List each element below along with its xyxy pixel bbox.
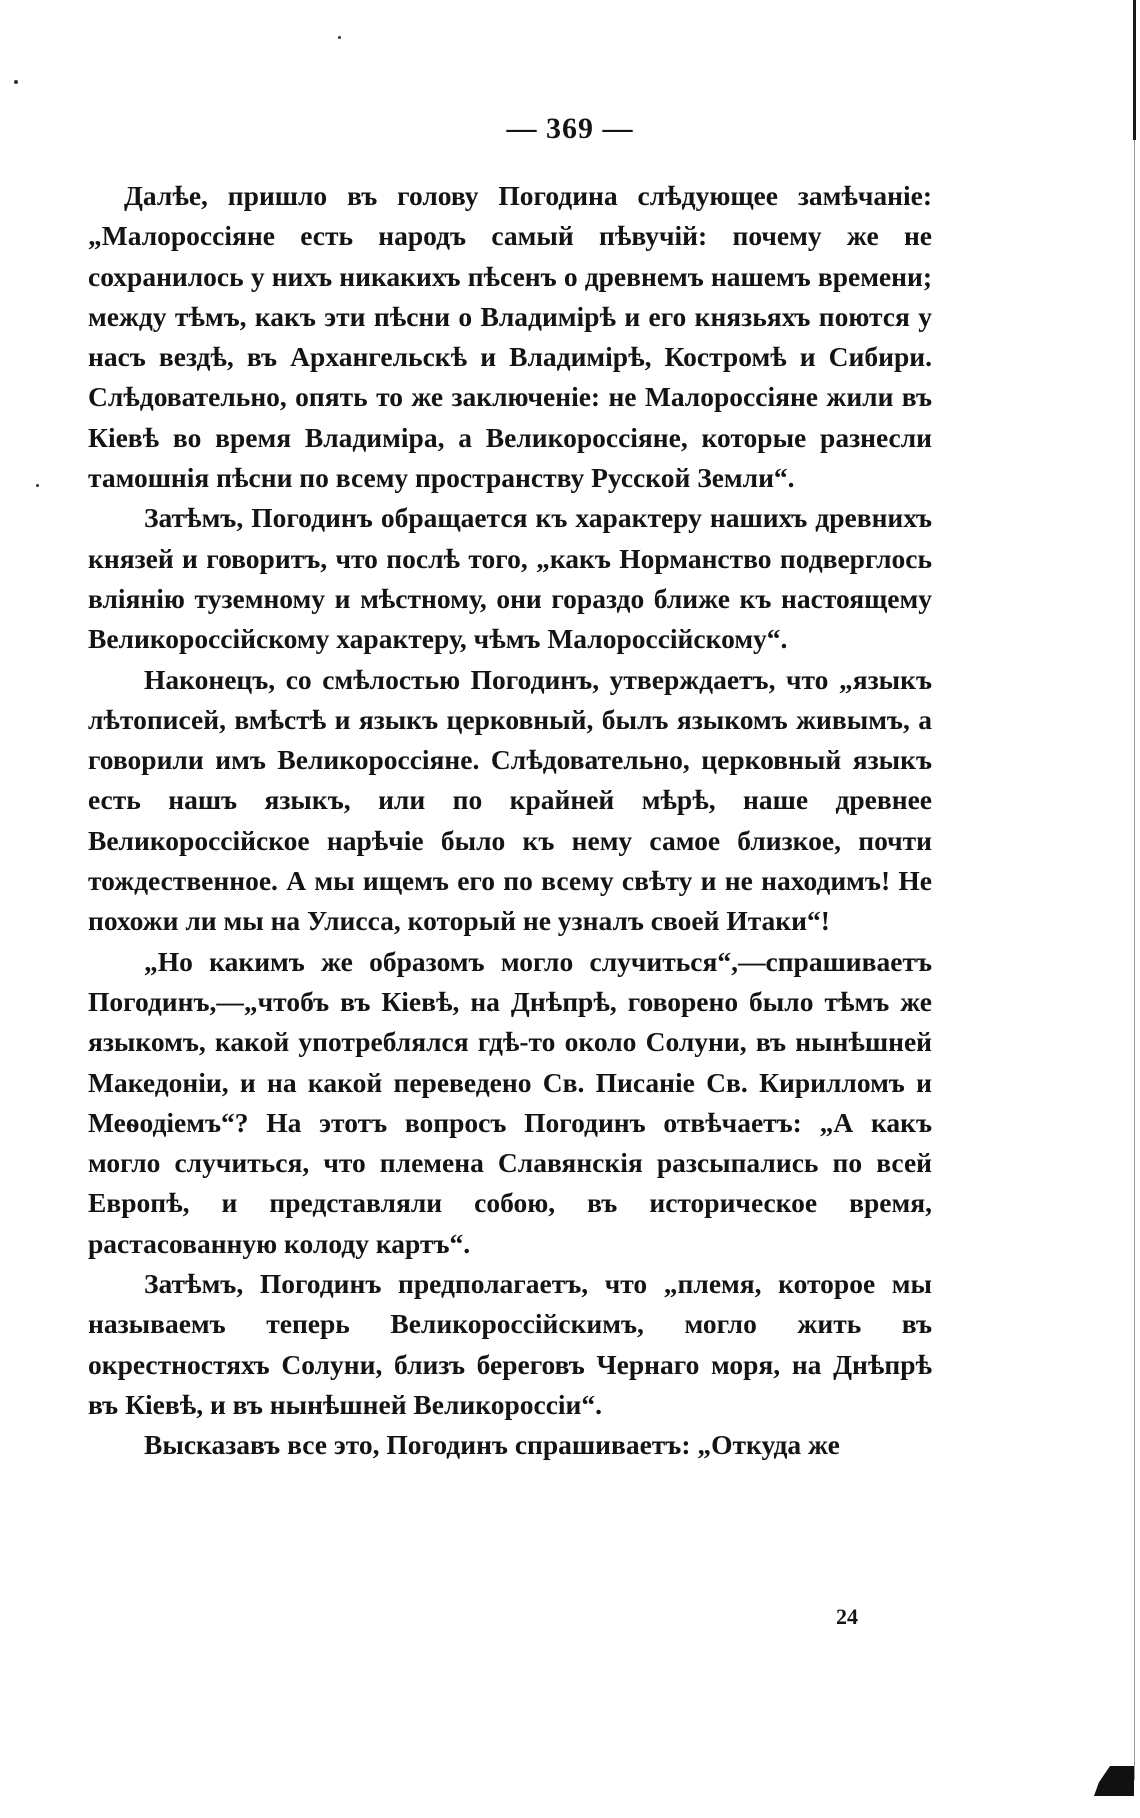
body-text [88, 176, 932, 1466]
signature-mark: 24 [836, 1604, 858, 1629]
scan-edge-line-thin [1134, 140, 1135, 1780]
paragraph: „Но какимъ же образомъ могло случиться“,—спрашиваетъ Погодинъ,—„чтобъ въ Кіевѣ, на Днѣпрѣ, говорено было тѣмъ же языкомъ, какой употреблялся гдѣ-то около Солуни, въ нынѣшней Македоніи, и на какой переведено Св. Писаніе Св. Кирилломъ и Меѳодіемъ“? На этотъ вопросъ Погодинъ отвѣчаетъ: „А какъ могло случиться, что племена Славянскія разсыпались по всей Европѣ, и представляли собою, въ историческое время, растасованную колоду картъ“. [88, 945, 932, 1259]
paragraph: Затѣмъ, Погодинъ предполагаетъ, что „племя, которое мы называемъ теперь Великороссійскимъ, могло жить въ окрестностяхъ Солуни, близъ береговъ Чернаго моря, на Днѣпрѣ въ Кіевѣ, и въ нынѣшней Великороссіи“. [88, 1268, 932, 1420]
paragraph: Наконецъ, со смѣлостью Погодинъ, утверждаетъ, что „языкъ лѣтописей, вмѣстѣ и языкъ церковный, былъ языкомъ живымъ, а говорили имъ Великороссіяне. Слѣдовательно, церковный языкъ есть нашъ языкъ, или по крайней мѣрѣ, наше древнее Великороссійское нарѣчіе было къ нему самое близкое, почти тождественное. А мы ищемъ его по всему свѣту и не находимъ! Не похожи ли мы на Улисса, который не узналъ своей Итаки“! [88, 663, 932, 937]
paragraph: Далѣе, пришло въ голову Погодина слѣдующее замѣчаніе: „Малороссіяне есть народъ самый пѣвучій: почему же не сохранилось у нихъ никакихъ пѣсенъ о древнемъ нашемъ времени; между тѣмъ, какъ эти пѣсни о Владимірѣ и его князьяхъ поются у насъ вездѣ, въ Архангельскѣ и Владимірѣ, Костромѣ и Сибири. Слѣдовательно, опять то же заключеніе: не Малороссіяне жили въ Кіевѣ во время Владиміра, а Великороссіяне, которые разнесли тамошнія пѣсни по всему пространству Русской Земли“. [88, 180, 932, 494]
paragraph: Высказавъ все это, Погодинъ спрашиваетъ: „Откуда же [144, 1429, 840, 1461]
scan-speck [14, 80, 18, 84]
page-number: — 369 — [506, 112, 634, 145]
scan-speck [36, 484, 39, 487]
paragraph: Затѣмъ, Погодинъ обращается къ характеру нашихъ древнихъ князей и говоритъ, что послѣ того, „какъ Норманство подверглось вліянію туземному и мѣстному, они гораздо ближе къ настоящему Великороссійскому характеру, чѣмъ Малороссійскому“. [88, 502, 932, 655]
scan-speck [338, 36, 341, 39]
ink-blot [1094, 1766, 1134, 1796]
